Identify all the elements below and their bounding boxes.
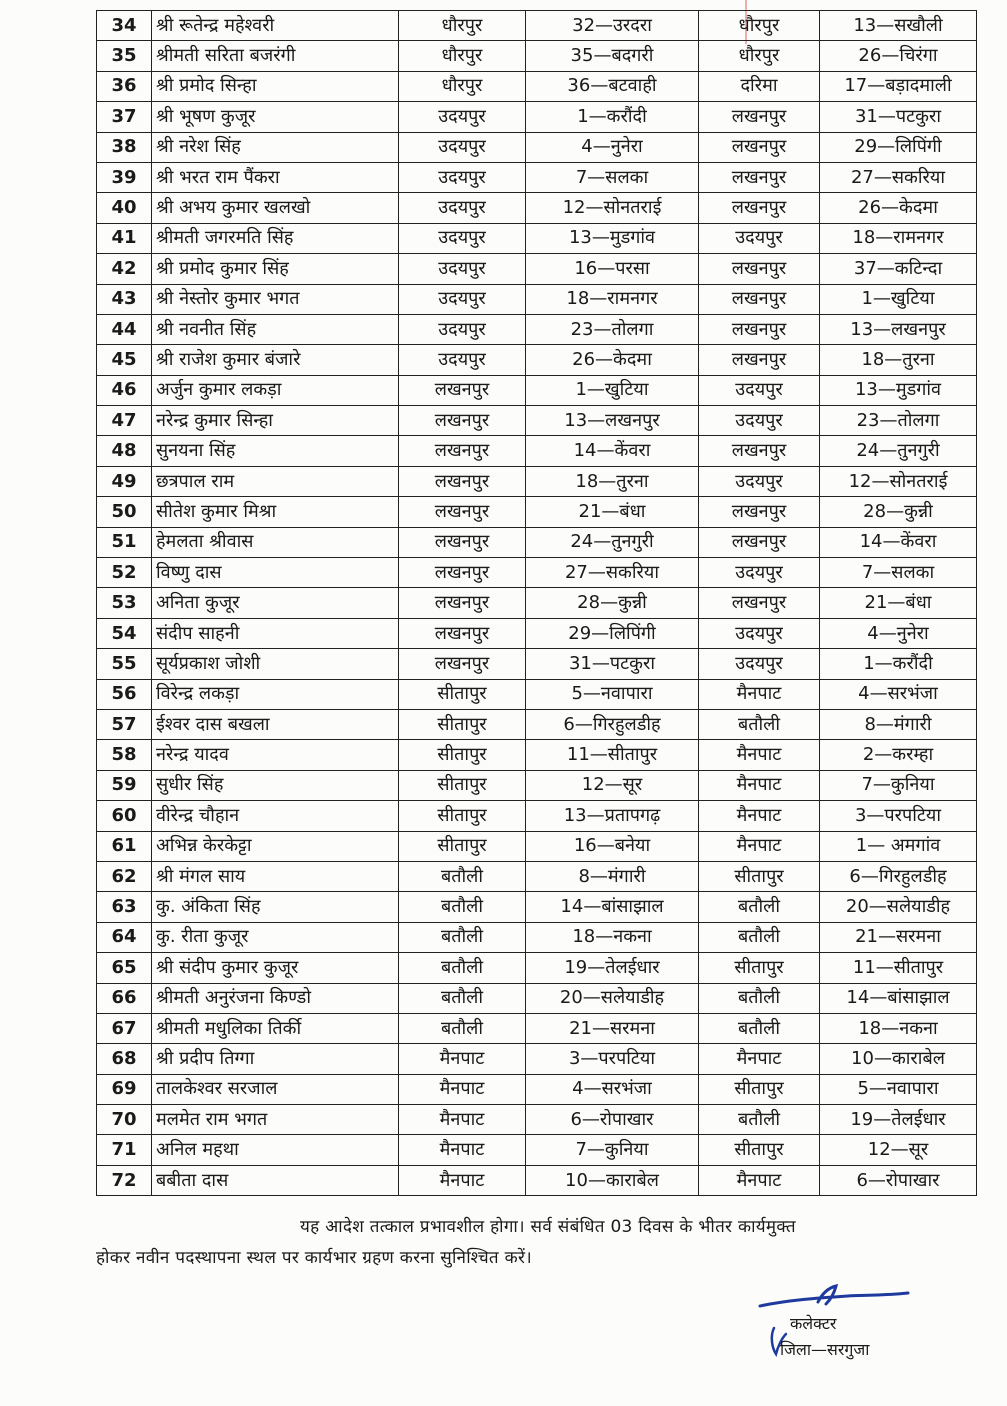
new-block-cell: मैनपाट [699,1165,820,1195]
designation-label: कलेक्टर [790,1314,837,1333]
current-posting-cell: 20—सलेयाडीह [526,983,699,1013]
serial-number-cell: 45 [97,345,152,375]
new-posting-cell: 18—नकना [820,1013,977,1043]
employee-name-cell: अनिल महथा [152,1135,399,1165]
new-posting-cell: 14—बांसाझाल [820,983,977,1013]
employee-name-cell: तालकेश्वर सरजाल [152,1074,399,1104]
employee-name-cell: श्रीमती सरिता बजरंगी [152,41,399,71]
new-posting-cell: 31—पटकुरा [820,102,977,132]
serial-number-cell: 69 [97,1074,152,1104]
table-row [97,588,977,618]
employee-name-cell: वीरेन्द्र चौहान [152,801,399,831]
table-row [97,861,977,891]
current-block-cell: उदयपुर [399,102,526,132]
new-block-cell: उदयपुर [699,375,820,405]
employee-name-cell: श्री नवनीत सिंह [152,314,399,344]
serial-number-cell: 61 [97,831,152,861]
new-posting-cell: 7—कुनिया [820,770,977,800]
serial-number-cell: 59 [97,770,152,800]
employee-name-cell: अभिन्न केरकेट्टा [152,831,399,861]
new-block-cell: लखनपुर [699,497,820,527]
table-row [97,618,977,648]
new-block-cell: लखनपुर [699,284,820,314]
table-row [97,406,977,436]
serial-number-cell: 49 [97,466,152,496]
table-row [97,162,977,192]
new-posting-cell: 10—काराबेल [820,1044,977,1074]
employee-name-cell: सीतेश कुमार मिश्रा [152,497,399,527]
serial-number-cell: 52 [97,558,152,588]
table-row [97,284,977,314]
employee-name-cell: श्रीमती अनुरंजना किण्डो [152,983,399,1013]
current-block-cell: उदयपुर [399,345,526,375]
current-posting-cell: 16—परसा [526,254,699,284]
new-posting-cell: 11—सीतापुर [820,953,977,983]
closing-line-2: होकर नवीन पदस्थापना स्थल पर कार्यभार ग्रहण करना सुनिश्चित करें। [96,1248,532,1268]
new-posting-cell: 2—करम्हा [820,740,977,770]
table-row [97,527,977,557]
table-row [97,254,977,284]
table-row [97,1135,977,1165]
employee-name-cell: श्री नेस्तोर कुमार भगत [152,284,399,314]
current-posting-cell: 21—बंधा [526,497,699,527]
current-posting-cell: 1—खुटिया [526,375,699,405]
serial-number-cell: 72 [97,1165,152,1195]
employee-name-cell: श्री संदीप कुमार कुजूर [152,953,399,983]
current-block-cell: उदयपुर [399,132,526,162]
new-posting-cell: 17—बड़ादमाली [820,71,977,101]
employee-name-cell: विष्णु दास [152,558,399,588]
serial-number-cell: 56 [97,679,152,709]
table-row [97,831,977,861]
new-block-cell: धौरपुर [699,11,820,41]
new-posting-cell: 5—नवापारा [820,1074,977,1104]
new-posting-cell: 23—तोलगा [820,406,977,436]
current-posting-cell: 27—सकरिया [526,558,699,588]
employee-name-cell: श्री मंगल साय [152,861,399,891]
current-block-cell: लखनपुर [399,497,526,527]
current-block-cell: बतौली [399,892,526,922]
serial-number-cell: 46 [97,375,152,405]
current-posting-cell: 8—मंगारी [526,861,699,891]
employee-name-cell: सुनयना सिंह [152,436,399,466]
new-posting-cell: 13—लखनपुर [820,314,977,344]
new-block-cell: सीतापुर [699,953,820,983]
current-posting-cell: 10—काराबेल [526,1165,699,1195]
current-posting-cell: 13—प्रतापगढ़ [526,801,699,831]
new-posting-cell: 24—तुनगुरी [820,436,977,466]
new-posting-cell: 18—रामनगर [820,223,977,253]
employee-name-cell: हेमलता श्रीवास [152,527,399,557]
serial-number-cell: 64 [97,922,152,952]
table-row [97,345,977,375]
employee-name-cell: श्री प्रमोद कुमार सिंह [152,254,399,284]
current-block-cell: सीतापुर [399,801,526,831]
serial-number-cell: 41 [97,223,152,253]
current-posting-cell: 11—सीतापुर [526,740,699,770]
current-posting-cell: 13—लखनपुर [526,406,699,436]
current-posting-cell: 4—सरभंजा [526,1074,699,1104]
serial-number-cell: 54 [97,618,152,648]
serial-number-cell: 34 [97,11,152,41]
new-posting-cell: 13—सखौली [820,11,977,41]
new-block-cell: बतौली [699,709,820,739]
table-row [97,1013,977,1043]
closing-paragraph [96,1212,982,1274]
serial-number-cell: 38 [97,132,152,162]
new-block-cell: उदयपुर [699,466,820,496]
current-posting-cell: 16—बनेया [526,831,699,861]
new-block-cell: लखनपुर [699,162,820,192]
table-row [97,709,977,739]
current-posting-cell: 14—केंवरा [526,436,699,466]
new-block-cell: मैनपाट [699,1044,820,1074]
serial-number-cell: 47 [97,406,152,436]
new-posting-cell: 28—कुन्नी [820,497,977,527]
employee-name-cell: श्री प्रदीप तिग्गा [152,1044,399,1074]
employee-name-cell: श्री अभय कुमार खलखो [152,193,399,223]
serial-number-cell: 44 [97,314,152,344]
new-block-cell: बतौली [699,922,820,952]
table-row [97,953,977,983]
new-block-cell: उदयपुर [699,406,820,436]
serial-number-cell: 50 [97,497,152,527]
current-block-cell: लखनपुर [399,375,526,405]
table-row [97,466,977,496]
transfer-table-body [97,11,977,1196]
new-block-cell: मैनपाट [699,679,820,709]
serial-number-cell: 65 [97,953,152,983]
current-posting-cell: 7—सलका [526,162,699,192]
new-posting-cell: 29—लिपिंगी [820,132,977,162]
table-row [97,892,977,922]
current-block-cell: बतौली [399,922,526,952]
new-block-cell: सीतापुर [699,1135,820,1165]
table-row [97,1165,977,1195]
table-row [97,71,977,101]
table-row [97,436,977,466]
new-posting-cell: 3—परपटिया [820,801,977,831]
serial-number-cell: 55 [97,649,152,679]
current-block-cell: धौरपुर [399,11,526,41]
new-block-cell: लखनपुर [699,345,820,375]
employee-name-cell: ईश्वर दास बखला [152,709,399,739]
serial-number-cell: 58 [97,740,152,770]
current-posting-cell: 1—करौंदी [526,102,699,132]
employee-name-cell: श्री रूतेन्द्र महेश्वरी [152,11,399,41]
current-block-cell: सीतापुर [399,831,526,861]
new-posting-cell: 12—सोनतराई [820,466,977,496]
transfer-table [96,10,977,1196]
new-block-cell: दरिमा [699,71,820,101]
new-block-cell: लखनपुर [699,102,820,132]
table-row [97,375,977,405]
current-block-cell: उदयपुर [399,314,526,344]
new-posting-cell: 14—केंवरा [820,527,977,557]
closing-line-1: यह आदेश तत्काल प्रभावशील होगा। सर्व संबंधित 03 दिवस के भीतर कार्यमुक्त [300,1217,796,1237]
table-row [97,1044,977,1074]
new-block-cell: लखनपुर [699,193,820,223]
employee-name-cell: श्री भूषण कुजूर [152,102,399,132]
current-block-cell: लखनपुर [399,436,526,466]
current-block-cell: मैनपाट [399,1044,526,1074]
table-row [97,223,977,253]
new-posting-cell: 12—सूर [820,1135,977,1165]
current-posting-cell: 14—बांसाझाल [526,892,699,922]
employee-name-cell: संदीप साहनी [152,618,399,648]
new-posting-cell: 21—बंधा [820,588,977,618]
current-posting-cell: 35—बदगरी [526,41,699,71]
current-block-cell: लखनपुर [399,558,526,588]
employee-name-cell: श्रीमती जगरमति सिंह [152,223,399,253]
new-block-cell: बतौली [699,1013,820,1043]
serial-number-cell: 48 [97,436,152,466]
current-posting-cell: 24—तुनगुरी [526,527,699,557]
current-posting-cell: 6—रोपाखार [526,1105,699,1135]
current-posting-cell: 12—सोनतराई [526,193,699,223]
current-block-cell: लखनपुर [399,649,526,679]
new-block-cell: लखनपुर [699,527,820,557]
current-posting-cell: 18—रामनगर [526,284,699,314]
new-block-cell: लखनपुर [699,254,820,284]
serial-number-cell: 57 [97,709,152,739]
employee-name-cell: श्रीमती मधुलिका तिर्की [152,1013,399,1043]
new-posting-cell: 21—सरमना [820,922,977,952]
current-block-cell: बतौली [399,1013,526,1043]
new-block-cell: मैनपाट [699,801,820,831]
current-posting-cell: 4—नुनेरा [526,132,699,162]
serial-number-cell: 35 [97,41,152,71]
serial-number-cell: 71 [97,1135,152,1165]
table-row [97,649,977,679]
table-row [97,740,977,770]
current-block-cell: उदयपुर [399,223,526,253]
serial-number-cell: 68 [97,1044,152,1074]
current-block-cell: धौरपुर [399,71,526,101]
new-block-cell: लखनपुर [699,314,820,344]
current-block-cell: बतौली [399,953,526,983]
serial-number-cell: 42 [97,254,152,284]
new-block-cell: उदयपुर [699,558,820,588]
table-row [97,132,977,162]
new-posting-cell: 1— अमगांव [820,831,977,861]
employee-name-cell: नरेन्द्र कुमार सिन्हा [152,406,399,436]
current-block-cell: उदयपुर [399,193,526,223]
current-block-cell: लखनपुर [399,588,526,618]
current-posting-cell: 5—नवापारा [526,679,699,709]
serial-number-cell: 39 [97,162,152,192]
employee-name-cell: कु. अंकिता सिंह [152,892,399,922]
new-posting-cell: 19—तेलईधार [820,1105,977,1135]
current-block-cell: लखनपुर [399,618,526,648]
new-block-cell: मैनपाट [699,831,820,861]
new-posting-cell: 6—गिरहुलडीह [820,861,977,891]
serial-number-cell: 60 [97,801,152,831]
serial-number-cell: 67 [97,1013,152,1043]
table-row [97,314,977,344]
current-block-cell: लखनपुर [399,406,526,436]
new-posting-cell: 1—करौंदी [820,649,977,679]
new-posting-cell: 8—मंगारी [820,709,977,739]
employee-name-cell: मलमेत राम भगत [152,1105,399,1135]
current-posting-cell: 18—तुरना [526,466,699,496]
table-row [97,801,977,831]
employee-name-cell: नरेन्द्र यादव [152,740,399,770]
current-block-cell: सीतापुर [399,679,526,709]
new-block-cell: उदयपुर [699,618,820,648]
current-posting-cell: 13—मुडगांव [526,223,699,253]
new-posting-cell: 18—तुरना [820,345,977,375]
new-posting-cell: 1—खुटिया [820,284,977,314]
employee-name-cell: सूर्यप्रकाश जोशी [152,649,399,679]
new-posting-cell: 13—मुडगांव [820,375,977,405]
new-block-cell: बतौली [699,892,820,922]
new-block-cell: उदयपुर [699,649,820,679]
current-posting-cell: 21—सरमना [526,1013,699,1043]
employee-name-cell: श्री प्रमोद सिन्हा [152,71,399,101]
employee-name-cell: श्री भरत राम पैंकरा [152,162,399,192]
current-block-cell: सीतापुर [399,770,526,800]
serial-number-cell: 37 [97,102,152,132]
current-block-cell: धौरपुर [399,41,526,71]
employee-name-cell: कु. रीता कुजूर [152,922,399,952]
employee-name-cell: सुधीर सिंह [152,770,399,800]
table-row [97,11,977,41]
current-block-cell: लखनपुर [399,527,526,557]
new-posting-cell: 26—चिरंगा [820,41,977,71]
current-block-cell: मैनपाट [399,1135,526,1165]
current-posting-cell: 18—नकना [526,922,699,952]
table-row [97,922,977,952]
current-posting-cell: 26—केदमा [526,345,699,375]
current-posting-cell: 19—तेलईधार [526,953,699,983]
employee-name-cell: विरेन्द्र लकड़ा [152,679,399,709]
current-posting-cell: 31—पटकुरा [526,649,699,679]
serial-number-cell: 51 [97,527,152,557]
current-block-cell: सीतापुर [399,709,526,739]
employee-name-cell: श्री नरेश सिंह [152,132,399,162]
serial-number-cell: 66 [97,983,152,1013]
new-block-cell: मैनपाट [699,740,820,770]
current-block-cell: मैनपाट [399,1105,526,1135]
table-row [97,558,977,588]
table-row [97,193,977,223]
table-row [97,1074,977,1104]
current-block-cell: उदयपुर [399,162,526,192]
current-block-cell: बतौली [399,861,526,891]
current-posting-cell: 23—तोलगा [526,314,699,344]
employee-name-cell: श्री राजेश कुमार बंजारे [152,345,399,375]
new-posting-cell: 7—सलका [820,558,977,588]
new-block-cell: उदयपुर [699,223,820,253]
serial-number-cell: 70 [97,1105,152,1135]
new-block-cell: लखनपुर [699,588,820,618]
serial-number-cell: 40 [97,193,152,223]
employee-name-cell: अनिता कुजूर [152,588,399,618]
new-block-cell: मैनपाट [699,770,820,800]
table-row [97,497,977,527]
current-block-cell: मैनपाट [399,1074,526,1104]
serial-number-cell: 36 [97,71,152,101]
table-row [97,1105,977,1135]
current-posting-cell: 28—कुन्नी [526,588,699,618]
new-posting-cell: 4—सरभंजा [820,679,977,709]
serial-number-cell: 43 [97,284,152,314]
table-row [97,41,977,71]
employee-name-cell: बबीता दास [152,1165,399,1195]
employee-name-cell: अर्जुन कुमार लकड़ा [152,375,399,405]
new-block-cell: सीतापुर [699,1074,820,1104]
table-row [97,679,977,709]
current-posting-cell: 36—बटवाही [526,71,699,101]
new-posting-cell: 4—नुनेरा [820,618,977,648]
current-block-cell: सीतापुर [399,740,526,770]
serial-number-cell: 53 [97,588,152,618]
new-block-cell: बतौली [699,1105,820,1135]
table-row [97,102,977,132]
new-posting-cell: 20—सलेयाडीह [820,892,977,922]
current-block-cell: बतौली [399,983,526,1013]
current-posting-cell: 12—सूर [526,770,699,800]
new-posting-cell: 27—सकरिया [820,162,977,192]
current-posting-cell: 3—परपटिया [526,1044,699,1074]
new-posting-cell: 37—कटिन्दा [820,254,977,284]
new-block-cell: लखनपुर [699,436,820,466]
employee-name-cell: छत्रपाल राम [152,466,399,496]
current-posting-cell: 6—गिरहुलडीह [526,709,699,739]
current-block-cell: लखनपुर [399,466,526,496]
current-posting-cell: 29—लिपिंगी [526,618,699,648]
table-row [97,770,977,800]
current-block-cell: उदयपुर [399,284,526,314]
new-posting-cell: 26—केदमा [820,193,977,223]
serial-number-cell: 62 [97,861,152,891]
current-posting-cell: 32—उरदरा [526,11,699,41]
current-block-cell: मैनपाट [399,1165,526,1195]
new-block-cell: धौरपुर [699,41,820,71]
new-block-cell: बतौली [699,983,820,1013]
new-posting-cell: 6—रोपाखार [820,1165,977,1195]
new-block-cell: लखनपुर [699,132,820,162]
current-block-cell: उदयपुर [399,254,526,284]
district-label: जिला—सरगुजा [780,1340,870,1359]
current-posting-cell: 7—कुनिया [526,1135,699,1165]
serial-number-cell: 63 [97,892,152,922]
table-row [97,983,977,1013]
new-block-cell: सीतापुर [699,861,820,891]
